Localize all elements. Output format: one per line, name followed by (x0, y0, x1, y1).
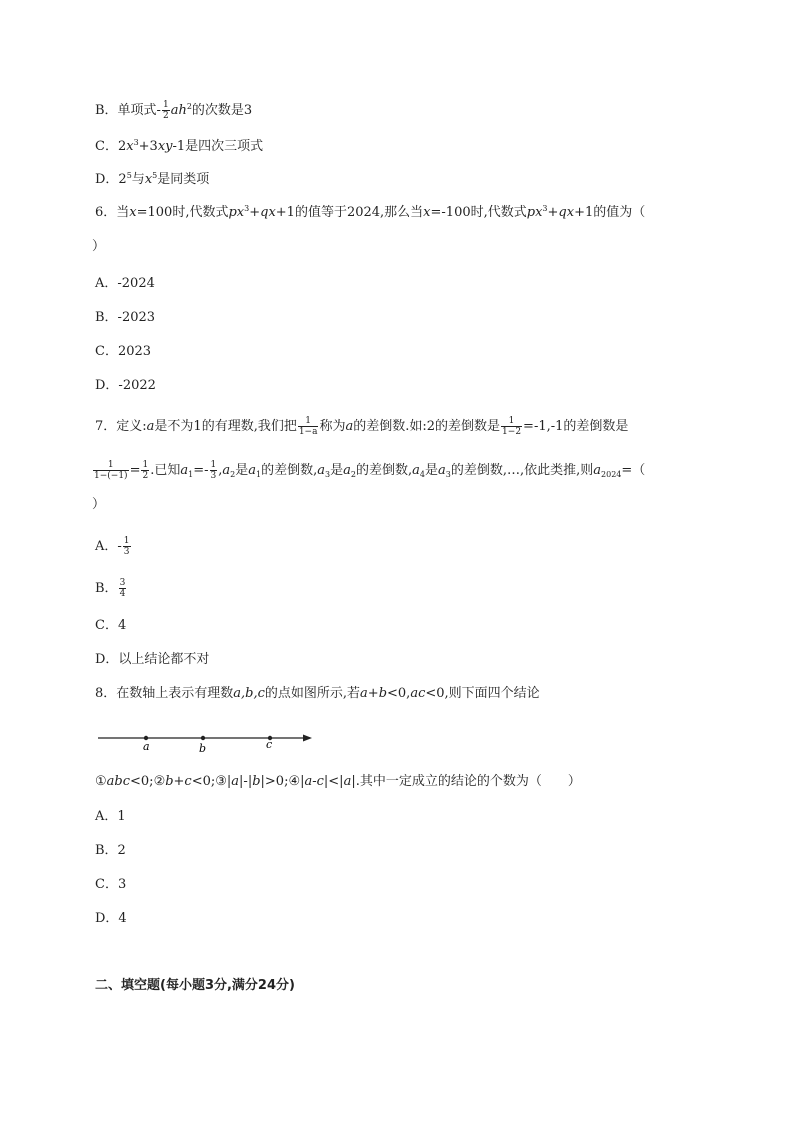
fraction: $\frac{3}{4}$ (119, 578, 126, 599)
q8-option-b: B．2 (95, 843, 126, 858)
q7-stem-close: ） (92, 497, 106, 512)
label-a: a (143, 740, 150, 753)
number-line-figure (96, 728, 318, 756)
fraction: $\frac{1}{3}$ (123, 536, 130, 557)
q7-option-a: A．- $\frac{1}{3}$ (95, 536, 130, 557)
q7-stem-line2: $\frac{1}{1-(-1)}$ = $\frac{1}{2}$ .已知$a_1=-$ $\frac{1}{3}$ $,a_2$是$a_1$的差倒数$,a_3$是$a_2$的差倒数$,a_4$是$a_3$的差倒数,…,依此类推,则$a_{2024}=$（ (94, 460, 646, 481)
q6-stem: 6．当x=100时,代数式$px^3+qx+1$的值等于2024,那么当x=-100时,代数式$px^3+qx+1$的值为（ (95, 204, 646, 220)
fraction: $\frac{1}{1-a}$ (298, 416, 318, 437)
fraction: $\frac{1}{1-(-1)}$ (94, 460, 128, 481)
arrow-icon (303, 735, 312, 742)
q8-stem: 8．在数轴上表示有理数a,b,c的点如图所示,若a+b<0,ac<0,则下面四个结论 (95, 686, 540, 701)
q8-conclusions: ①abc<0;②b+c<0;③|a|-|b|>0;④|a-c|<|a|.其中一定成立的结论的个数为（ ） (95, 774, 581, 789)
label-b: b (199, 742, 207, 755)
q5-option-b: B．单项式- $\frac{1}{2}$ $ah^2$的次数是3 (95, 100, 253, 121)
q8-option-d: D．4 (95, 911, 127, 926)
point-b (201, 736, 205, 740)
q6-option-c: C．2023 (95, 344, 152, 359)
q8-option-c: C．3 (95, 877, 127, 892)
fraction: $\frac{1}{2}$ (142, 460, 149, 481)
section-heading-fill-in: 二、填空题(每小题3分,满分24分) (95, 978, 295, 993)
q6-option-a: A．-2024 (95, 276, 155, 291)
q6-option-b: B．-2023 (95, 310, 156, 325)
q6-option-d: D．-2022 (95, 378, 156, 393)
q7-option-c: C．4 (95, 618, 127, 633)
q7-stem-line1: 7．定义:a是不为1的有理数,我们把 $\frac{1}{1-a}$ 称为a的差倒数.如:2的差倒数是 $\frac{1}{1-2}$ =-1,-1的差倒数是 (95, 416, 629, 437)
fraction: $\frac{1}{2}$ (162, 100, 169, 121)
q8-option-a: A．1 (95, 809, 126, 824)
q5-option-c: C．$2x^3+3xy-1$是四次三项式 (95, 138, 264, 154)
label-c: c (266, 738, 273, 751)
q7-option-b: B． $\frac{3}{4}$ (95, 578, 126, 599)
fraction: $\frac{1}{3}$ (210, 460, 217, 481)
q5-option-d: D．$2^5$与$x^5$是同类项 (95, 171, 210, 187)
q6-stem-close: ） (92, 239, 106, 254)
fraction: $\frac{1}{1-2}$ (502, 416, 522, 437)
q7-option-d: D．以上结论都不对 (95, 652, 210, 667)
